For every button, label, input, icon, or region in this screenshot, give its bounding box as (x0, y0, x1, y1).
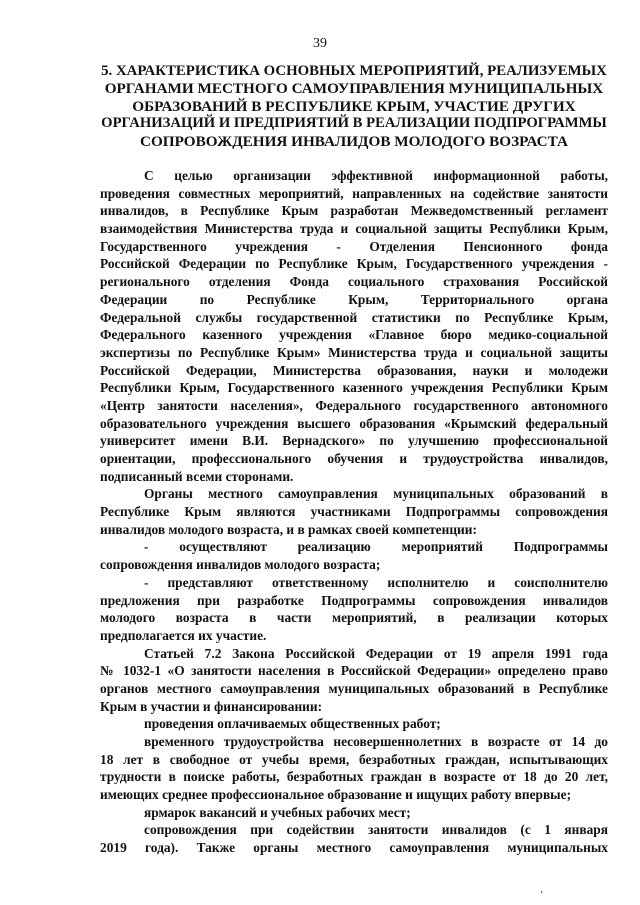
text-line: Российской Федерации по Республике Крым, Государственного учреждения - (100, 256, 608, 272)
text-line: Крым в участии и финансировании: (100, 698, 323, 714)
text-line: имеющих среднее профессиональное образование и ищущих работу впервые; (100, 787, 572, 803)
scan-speck: ‚ (540, 884, 544, 895)
text-line: Республики Крым, Государственного казенного учреждения Республики Крым (100, 380, 608, 396)
text-line: экспертизы по Республике Крым» Министерства труда и социальной защиты (100, 344, 608, 360)
text-line: Органы местного самоуправления муниципальных образований в (144, 486, 608, 502)
text-line: инвалидов, в Республике Крым разработан Межведомственный регламент (100, 203, 608, 219)
section-heading (100, 63, 608, 150)
text-line: органов местного самоуправления муниципальных образований в Республике (100, 680, 608, 696)
text-line: Федеральной службы государственной статистики по Республике Крым, (100, 309, 608, 325)
heading-line: СОПРОВОЖДЕНИЯ ИНВАЛИДОВ МОЛОДОГО ВОЗРАСТА (140, 132, 568, 150)
text-line: университет имени В.И. Вернадского» по улучшению профессиональной (100, 433, 608, 449)
text-line: - представляют ответственному исполнителю и соисполнителю (144, 574, 608, 590)
text-line: проведения совместных мероприятий, направленных на содействие занятости (100, 185, 608, 201)
text-line: Федерального казенного учреждения «Главное бюро медико-социальной (100, 327, 608, 343)
text-line: сопровождения при содействии занятости инвалидов (с 1 января (144, 822, 608, 838)
text-line: образовательного учреждения высшего образования «Крымский федеральный (100, 415, 608, 431)
heading-line: 5. ХАРАКТЕРИСТИКА ОСНОВНЫХ МЕРОПРИЯТИЙ, РЕАЛИЗУЕМЫХ (101, 63, 607, 79)
text-line: 18 лет в свободное от учебы время, безработных граждан, испытывающих (100, 751, 608, 767)
text-line: Государственного учреждения - Отделения Пенсионного фонда (100, 238, 608, 254)
text-line: трудности в поиске работы, безработных граждан в возрасте от 18 до 20 лет, (100, 769, 608, 785)
text-line: № 1032-1 «О занятости населения в Российской Федерации» определено право (100, 663, 608, 679)
heading-line: ОБРАЗОВАНИЙ В РЕСПУБЛИКЕ КРЫМ, УЧАСТИЕ ДРУГИХ (132, 97, 576, 115)
text-line: предложения при разработке Подпрограммы сопровождения инвалидов (100, 592, 608, 608)
text-line: Республике Крым являются участниками Подпрограммы сопровождения (100, 504, 608, 520)
text-line: регионального отделения Фонда социального страхования Российской (100, 274, 608, 290)
text-line: проведения оплачиваемых общественных работ; (144, 716, 441, 732)
text-line: 2019 года). Также органы местного самоуправления муниципальных (100, 840, 608, 856)
text-line: подписанный всеми сторонами. (100, 468, 294, 484)
text-line: предполагается их участие. (100, 627, 267, 643)
text-line: взаимодействия Министерства труда и социальной защиты Республики Крым, (100, 221, 608, 237)
text-line: Статьей 7.2 Закона Российской Федерации от 19 апреля 1991 года (144, 645, 608, 661)
text-line: временного трудоустройства несовершеннолетних в возрасте от 14 до (144, 734, 608, 749)
body-text (100, 167, 608, 857)
text-line: сопровождения инвалидов молодого возраста; (100, 557, 381, 573)
text-line: Федерации по Республике Крым, Территориального органа (100, 291, 608, 307)
page-number: 39 (313, 36, 327, 51)
text-line: С целью организации эффективной информационной работы, (144, 168, 608, 183)
text-line: молодого возраста в части мероприятий, в реализации которых (100, 610, 608, 626)
heading-line: ОРГАНАМИ МЕСТНОГО САМОУПРАВЛЕНИЯ МУНИЦИПАЛЬНЫХ (104, 80, 604, 98)
text-line: инвалидов молодого возраста, и в рамках своей компетенции: (100, 521, 477, 537)
heading-line: ОРГАНИЗАЦИЙ И ПРЕДПРИЯТИЙ В РЕАЛИЗАЦИИ ПОДПРОГРАММЫ (101, 115, 607, 132)
text-line: ярмарок вакансий и учебных рабочих мест; (144, 804, 411, 820)
text-line: - осуществляют реализацию мероприятий Подпрограммы (144, 539, 608, 555)
text-line: «Центр занятости населения», Федерального государственного автономного (100, 397, 608, 413)
text-line: ориентации, профессионального обучения и трудоустройства инвалидов, (100, 451, 608, 466)
text-line: Российской Федерации, Министерства образования, науки и молодежи (100, 362, 608, 378)
